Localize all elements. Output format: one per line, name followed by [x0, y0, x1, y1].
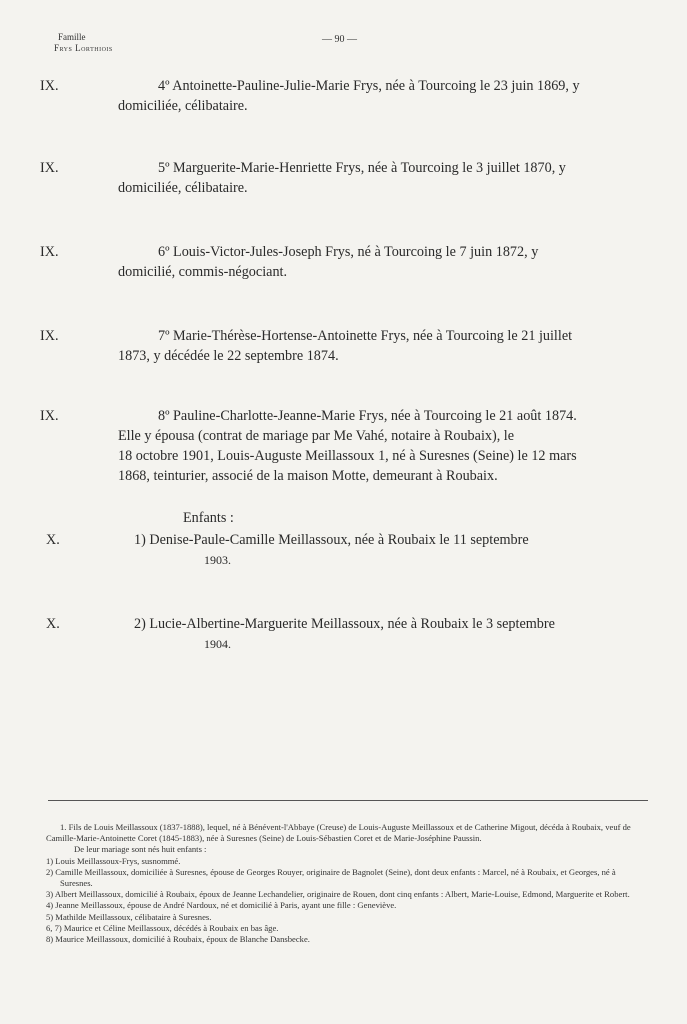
footnote-divider	[48, 800, 648, 801]
children-heading: Enfants :	[183, 510, 234, 526]
entry-line: Elle y épousa (contrat de mariage par Me Vahé, notaire à Roubaix), le	[118, 428, 515, 444]
entry-line: 6º Louis-Victor-Jules-Joseph Frys, né à Tourcoing le 7 juin 1872, y	[158, 244, 539, 260]
child-line: 1904.	[204, 637, 231, 651]
generation-number: IX.	[40, 408, 59, 424]
child-line: 1903.	[204, 553, 231, 567]
entry-line: domiciliée, célibataire.	[118, 98, 248, 114]
footnote: 1. Fils de Louis Meillassoux (1837-1888), lequel, né à Bénévent-l'Abbaye (Creuse) de Louis-Auguste Meillassoux et de Catherine Migout, décéda à Roubaix, veuf de Camille-Marie-Antoinette Coret (1845-1883), née à Suresnes (Seine) de Louis-Sébastien Coret et de Marie-Joséphine Paussin.	[46, 822, 631, 844]
entry-line: 1868, teinturier, associé de la maison Motte, demeurant à Roubaix.	[118, 468, 498, 484]
generation-number: IX.	[40, 160, 59, 176]
entry-line: domicilié, commis-négociant.	[118, 264, 288, 280]
generation-number: IX.	[40, 244, 59, 260]
footnote: 1) Louis Meillassoux-Frys, susnommé.	[46, 855, 181, 866]
entry-text	[118, 242, 652, 282]
entry-text	[118, 326, 652, 366]
footnotes	[46, 822, 650, 945]
generation-number: IX.	[40, 328, 59, 344]
footnote: 6, 7) Maurice et Céline Meillassoux, décédés à Roubaix en bas âge.	[46, 922, 279, 933]
header-family-line1: Famille	[58, 32, 86, 42]
entry-line: 18 octobre 1901, Louis-Auguste Meillassoux 1, né à Suresnes (Seine) le 12 mars	[118, 448, 577, 464]
generation-number: X.	[46, 532, 60, 548]
footnote: 3) Albert Meillassoux, domicilié à Roubaix, époux de Jeanne Lechandelier, originaire de Rouen, dont cinq enfants : Albert, Marie-Louise, Edmond, Marguerite et Robert.	[46, 889, 630, 900]
header-family-line2: Frys Lorthiois	[54, 43, 113, 53]
generation-number: X.	[46, 616, 60, 632]
entry-text	[118, 76, 652, 116]
entry-line: 8º Pauline-Charlotte-Jeanne-Marie Frys, née à Tourcoing le 21 août 1874.	[158, 408, 577, 424]
footnote: 5) Mathilde Meillassoux, célibataire à Suresnes.	[46, 911, 212, 922]
footnote: De leur mariage sont nés huit enfants :	[74, 844, 207, 855]
entry-line: domiciliée, célibataire.	[118, 180, 248, 196]
footnote: 8) Maurice Meillassoux, domicilié à Roubaix, époux de Blanche Dansbecke.	[46, 934, 310, 945]
entry-line: 1873, y décédée le 22 septembre 1874.	[118, 348, 339, 364]
entry-line: 4º Antoinette-Pauline-Julie-Marie Frys, née à Tourcoing le 23 juin 1869, y	[158, 78, 580, 94]
footnote: 4) Jeanne Meillassoux, épouse de André Nardoux, né et domicilié à Paris, ayant une fille : Geneviève.	[46, 900, 397, 911]
generation-number: IX.	[40, 78, 59, 94]
entry-line: 5º Marguerite-Marie-Henriette Frys, née à Tourcoing le 3 juillet 1870, y	[158, 160, 566, 176]
child-line: 2) Lucie-Albertine-Marguerite Meillassoux, née à Roubaix le 3 septembre	[134, 616, 555, 632]
page-number: — 90 —	[322, 34, 357, 45]
footnote: 2) Camille Meillassoux, domiciliée à Suresnes, épouse de Georges Rouyer, originaire de Bagnolet (Seine), dont deux enfants : Marcel, né à Roubaix, et Georges, né à Suresnes.	[46, 866, 616, 889]
child-text	[134, 530, 650, 570]
entry-text	[118, 406, 652, 486]
running-header	[54, 32, 113, 54]
child-text	[134, 614, 650, 654]
entry-text	[118, 158, 652, 198]
entry-line: 7º Marie-Thérèse-Hortense-Antoinette Frys, née à Tourcoing le 21 juillet	[158, 328, 573, 344]
child-line: 1) Denise-Paule-Camille Meillassoux, née à Roubaix le 11 septembre	[134, 532, 529, 548]
